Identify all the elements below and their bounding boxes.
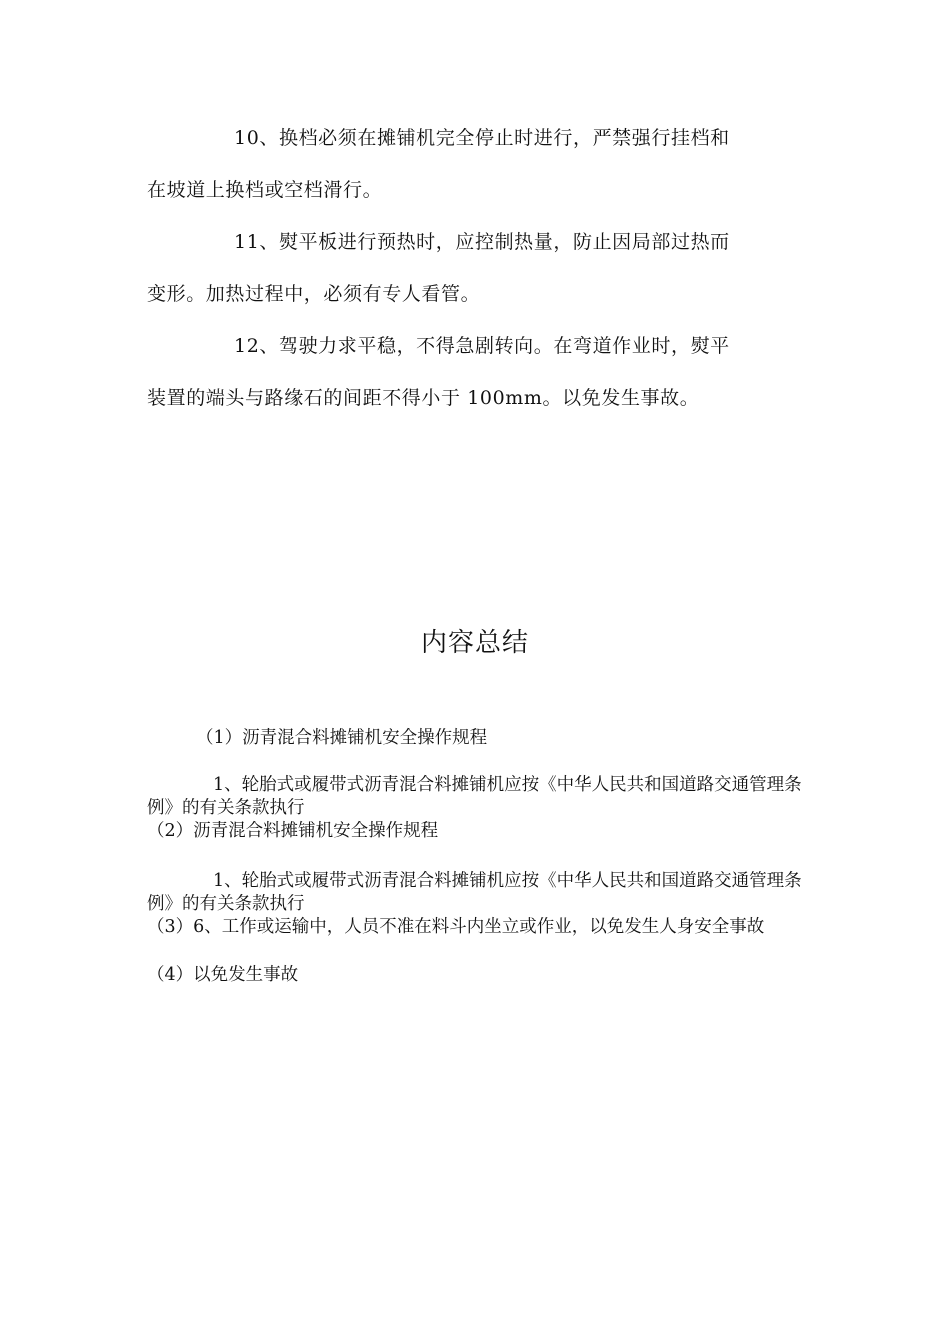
- summary-item-3: （3）6、工作或运输中，人员不准在料斗内坐立或作业，以免发生人身安全事故: [147, 917, 765, 937]
- summary-item-2-body: 1、轮胎式或履带式沥青混合料摊铺机应按《中华人民共和国道路交通管理条例》的有关条款执行: [147, 871, 802, 914]
- summary-item-2-heading: （2）沥青混合料摊铺机安全操作规程: [147, 821, 439, 841]
- rule-10-line1: 10、换档必须在摊铺机完全停止时进行，严禁强行挂档和: [234, 127, 730, 149]
- summary-item-1-heading: （1）沥青混合料摊铺机安全操作规程: [196, 728, 488, 748]
- rule-item-12: [147, 320, 807, 424]
- rule-11-line2: 变形。加热过程中，必须有专人看管。: [147, 283, 481, 305]
- rule-12-line1: 12、驾驶力求平稳，不得急剧转向。在弯道作业时，熨平: [234, 335, 730, 357]
- rule-10-line2: 在坡道上换档或空档滑行。: [147, 179, 383, 201]
- rule-item-10: [147, 112, 807, 216]
- summary-item-1-body: 1、轮胎式或履带式沥青混合料摊铺机应按《中华人民共和国道路交通管理条例》的有关条款执行: [147, 775, 802, 818]
- summary-item-4: （4）以免发生事故: [147, 965, 299, 985]
- rule-item-11: [147, 216, 807, 320]
- summary-title: 内容总结: [420, 628, 529, 658]
- rule-11-line1: 11、熨平板进行预热时，应控制热量，防止因局部过热而: [234, 231, 730, 253]
- rule-12-line2: 装置的端头与路缘石的间距不得小于 100mm。以免发生事故。: [147, 387, 700, 409]
